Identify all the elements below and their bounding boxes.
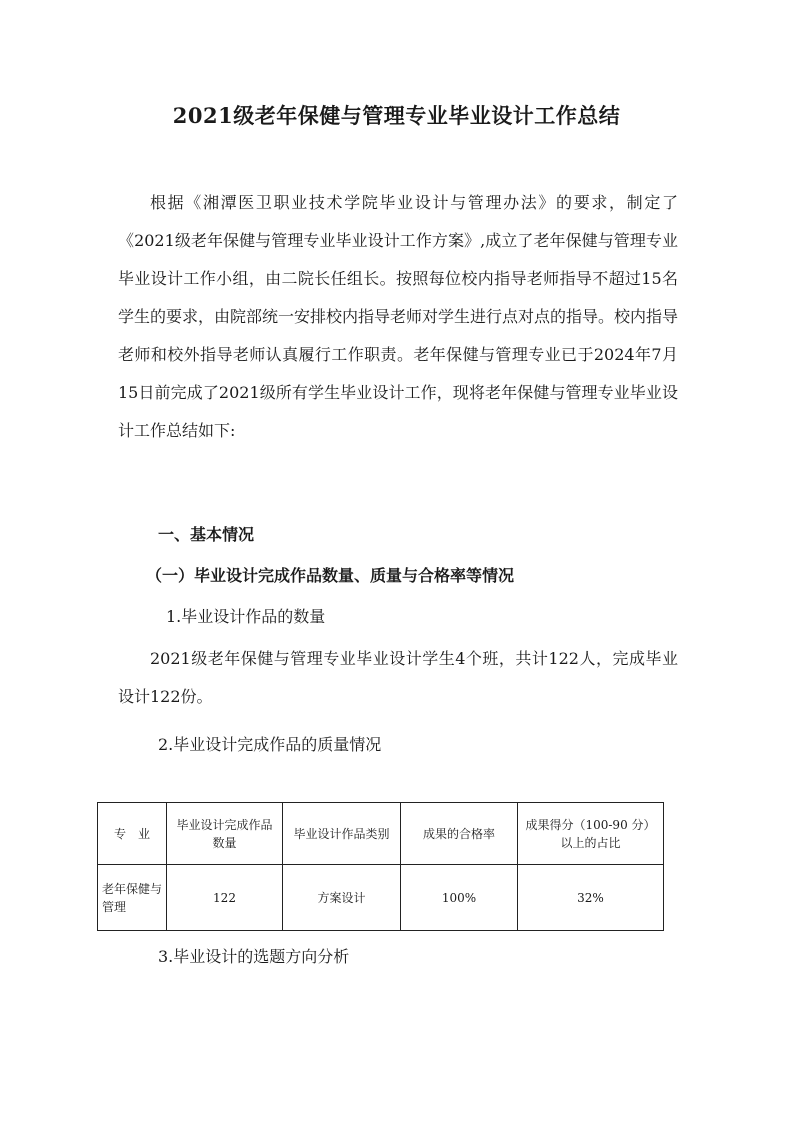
header-major: 专 业	[98, 803, 167, 865]
page-title: 2021级老年保健与管理专业毕业设计工作总结	[172, 103, 621, 128]
item-3-heading: 3.毕业设计的选题方向分析	[158, 947, 350, 966]
header-count: 毕业设计完成作品数量	[167, 803, 283, 865]
item-1-text: 2021级老年保健与管理专业毕业设计学生4个班，共计122人，完成毕业设计122份。	[118, 649, 678, 706]
table-header-row	[98, 803, 664, 865]
cell-major: 老年保健与管理	[98, 865, 167, 931]
intro-paragraph: 根据《湘潭医卫职业技术学院毕业设计与管理办法》的要求，制定了《2021级老年保健与管理专业毕业设计工作方案》,成立了老年保健与管理专业毕业设计工作小组，由二院长任组长。按照每位校内指导老师指导不超过15名学生的要求，由院部统一安排校内指导老师对学生进行点对点的指导。校内指导老师和校外指导老师认真履行工作职责。老年保健与管理专业已于2024年7月15日前完成了2021级所有学生毕业设计工作，现将老年保健与管理专业毕业设计工作总结如下:	[118, 193, 679, 440]
item-1-heading: 1.毕业设计作品的数量	[166, 607, 326, 626]
table-row	[98, 865, 664, 931]
cell-count: 122	[167, 865, 283, 931]
quality-table	[97, 802, 664, 931]
cell-pass-rate: 100%	[401, 865, 518, 931]
section-heading: 一、基本情况	[158, 525, 255, 544]
subsection-heading: （一）毕业设计完成作品数量、质量与合格率等情况	[146, 566, 515, 585]
cell-score-ratio: 32%	[518, 865, 664, 931]
header-category: 毕业设计作品类别	[283, 803, 401, 865]
header-score-ratio: 成果得分（100-90 分）以上的占比	[518, 803, 664, 865]
header-pass-rate: 成果的合格率	[401, 803, 518, 865]
item-2-heading: 2.毕业设计完成作品的质量情况	[158, 735, 382, 754]
cell-category: 方案设计	[283, 865, 401, 931]
